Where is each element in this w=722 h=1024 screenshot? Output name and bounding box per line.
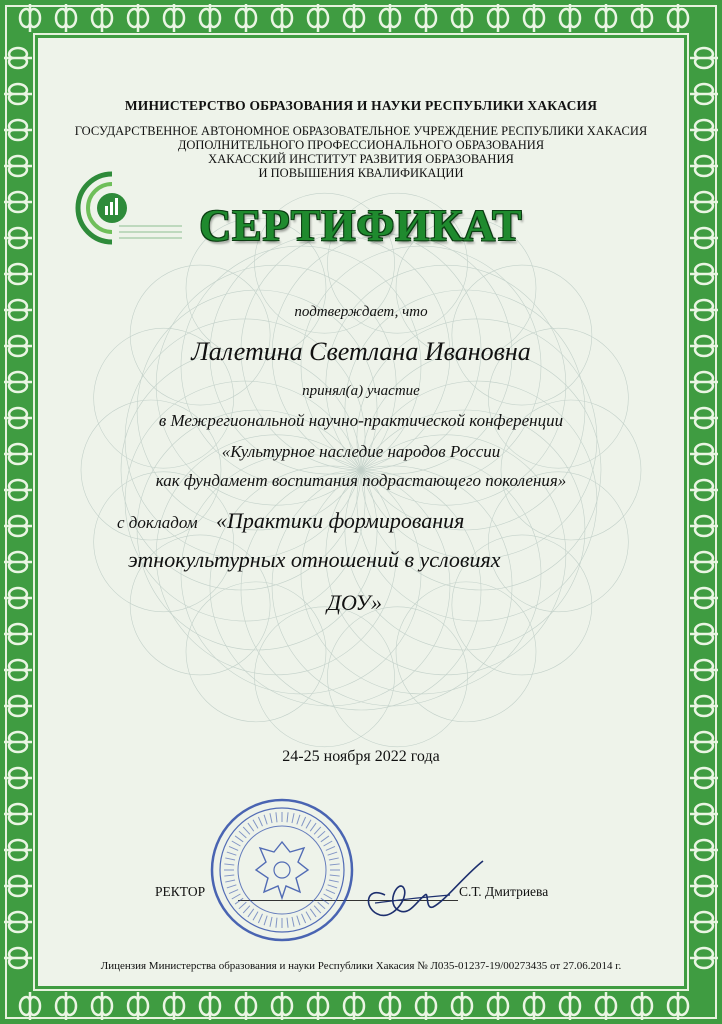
org-line-4: И ПОВЫШЕНИЯ КВАЛИФИКАЦИИ <box>258 166 464 180</box>
signer-role: РЕКТОР <box>155 884 206 899</box>
certificate-title: СЕРТИФИКАТ <box>199 201 523 250</box>
license-text: Лицензия Министерства образования и науки Республики Хакасия № Л035-01237-19/00273435 от 27.06.2014 г. <box>100 960 622 972</box>
org-line-2: ДОПОЛНИТЕЛЬНОГО ПРОФЕССИОНАЛЬНОГО ОБРАЗОВАНИЯ <box>177 138 545 152</box>
signer-name: С.Т. Дмитриева <box>459 884 549 899</box>
participant-name: Лалетина Светлана Ивановна <box>191 337 531 366</box>
report-title-line-1: «Практики формирования <box>216 508 465 533</box>
participation-text: принял(а) участие <box>302 383 420 399</box>
official-stamp <box>208 796 356 944</box>
conference-line-1: в Межрегиональной научно-практической конференции <box>158 411 564 430</box>
event-date: 24-25 ноября 2022 года <box>282 748 440 765</box>
ministry-title: МИНИСТЕРСТВО ОБРАЗОВАНИЯ И НАУКИ РЕСПУБЛИКИ ХАКАСИЯ <box>124 98 598 113</box>
report-label: с докладом <box>117 513 198 532</box>
confirms-text: подтверждает, что <box>294 304 428 320</box>
conference-line-2: «Культурное наследие народов России <box>221 442 501 461</box>
conference-line-3: как фундамент воспитания подрастающего поколения» <box>155 471 567 490</box>
handwritten-signature <box>355 855 485 925</box>
org-line-3: ХАКАССКИЙ ИНСТИТУТ РАЗВИТИЯ ОБРАЗОВАНИЯ <box>208 152 514 166</box>
report-title-line-3: ДОУ» <box>327 590 382 615</box>
org-line-1: ГОСУДАРСТВЕННОЕ АВТОНОМНОЕ ОБРАЗОВАТЕЛЬНОЕ УЧРЕЖДЕНИЕ РЕСПУБЛИКИ ХАКАСИЯ <box>74 124 648 138</box>
report-title-line-2: этнокультурных отношений в условиях <box>128 547 501 572</box>
